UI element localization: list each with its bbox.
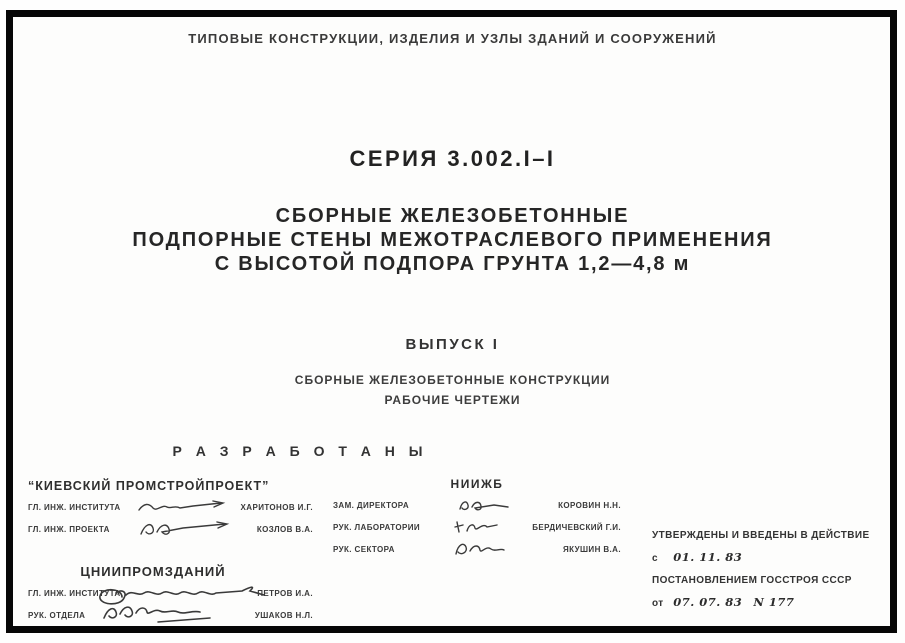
approval-line2 [652, 551, 894, 565]
signature-kharitonov-icon [135, 499, 227, 515]
main-title-line1: СБОРНЫЕ ЖЕЛЕЗОБЕТОННЫЕ [275, 205, 630, 227]
signatory-row [28, 521, 313, 537]
org-block-kievsky-promstroyproekt [28, 479, 313, 537]
signatory-role: РУК. ОТДЕЛА [28, 610, 86, 620]
approval-resolution-date: 07. 07. 83 [673, 595, 743, 609]
signatory-row [333, 497, 621, 513]
approval-block [652, 529, 894, 619]
issue-subtitle-line2: РАБОЧИЕ ЧЕРТЕЖИ [384, 393, 521, 407]
approval-resolution-number: N 177 [753, 595, 795, 609]
signatory-role: РУК. ЛАБОРАТОРИИ [333, 522, 421, 532]
main-title-line3: С ВЫСОТОЙ ПОДПОРА ГРУНТА 1,2—4,8 м [214, 253, 691, 275]
signatory-name: КОРОВИН Н.Н. [558, 500, 621, 510]
signature-yakushin-icon [448, 540, 510, 558]
signatory-name: КОЗЛОВ В.А. [256, 524, 313, 534]
approval-line2-prefix: с [652, 553, 658, 564]
issue-subtitle [0, 370, 905, 410]
signatory-role: РУК. СЕКТОРА [333, 544, 395, 554]
issue-label: ВЫПУСК I [405, 336, 500, 353]
approval-line4 [652, 596, 894, 610]
signatory-role: ГЛ. ИНЖ. ИНСТИТУТА [28, 502, 121, 512]
signatory-name: УШАКОВ Н.Л. [254, 610, 313, 620]
developed-by-heading: Р А З Р А Б О Т А Н Ы [172, 443, 428, 459]
signature-kozlov-icon [133, 520, 233, 538]
org-name-kievsky-promstroyproekt: “КИЕВСКИЙ ПРОМСТРОЙПРОЕКТ” [28, 479, 270, 493]
signatory-row [333, 519, 621, 535]
signatory-row [333, 541, 621, 557]
main-title [0, 204, 905, 276]
approval-effective-date: 01. 11. 83 [673, 550, 743, 564]
org-block-niizhb [333, 477, 621, 557]
issue-subtitle-line1: СБОРНЫЕ ЖЕЛЕЗОБЕТОННЫЕ КОНСТРУКЦИИ [294, 373, 611, 387]
signatory-name: ХАРИТОНОВ И.Г. [240, 502, 313, 512]
signatory-name: ЯКУШИН В.А. [562, 544, 621, 554]
series-number: СЕРИЯ 3.002.I–I [349, 146, 556, 171]
signatory-role: ЗАМ. ДИРЕКТОРА [333, 500, 410, 510]
org-name-cniipromzdaniy: ЦНИИПРОМЗДАНИЙ [80, 564, 226, 579]
signatory-name: БЕРДИЧЕВСКИЙ Г.И. [532, 522, 621, 532]
approval-line1: УТВЕРЖДЕНЫ И ВВЕДЕНЫ В ДЕЙСТВИЕ [652, 530, 870, 541]
signature-berdichevsky-icon [449, 519, 503, 535]
signature-ushakov-icon [98, 600, 218, 626]
signatory-role: ГЛ. ИНЖ. ПРОЕКТА [28, 524, 110, 534]
signatory-row [28, 499, 313, 515]
signatory-name: ПЕТРОВ И.А. [257, 588, 313, 598]
signature-korovin-icon [454, 497, 514, 513]
signatory-role: ГЛ. ИНЖ. ИНСТИТУТА [28, 588, 121, 598]
main-title-line2: ПОДПОРНЫЕ СТЕНЫ МЕЖОТРАСЛЕВОГО ПРИМЕНЕНИЯ [132, 229, 773, 251]
document-header: ТИПОВЫЕ КОНСТРУКЦИИ, ИЗДЕЛИЯ И УЗЛЫ ЗДАНИЙ И СООРУЖЕНИЙ [188, 31, 717, 46]
org-name-niizhb: НИИЖБ [450, 477, 504, 491]
approval-line3: ПОСТАНОВЛЕНИЕМ ГОССТРОЯ СССР [652, 575, 852, 586]
approval-line4-prefix: от [652, 598, 664, 609]
